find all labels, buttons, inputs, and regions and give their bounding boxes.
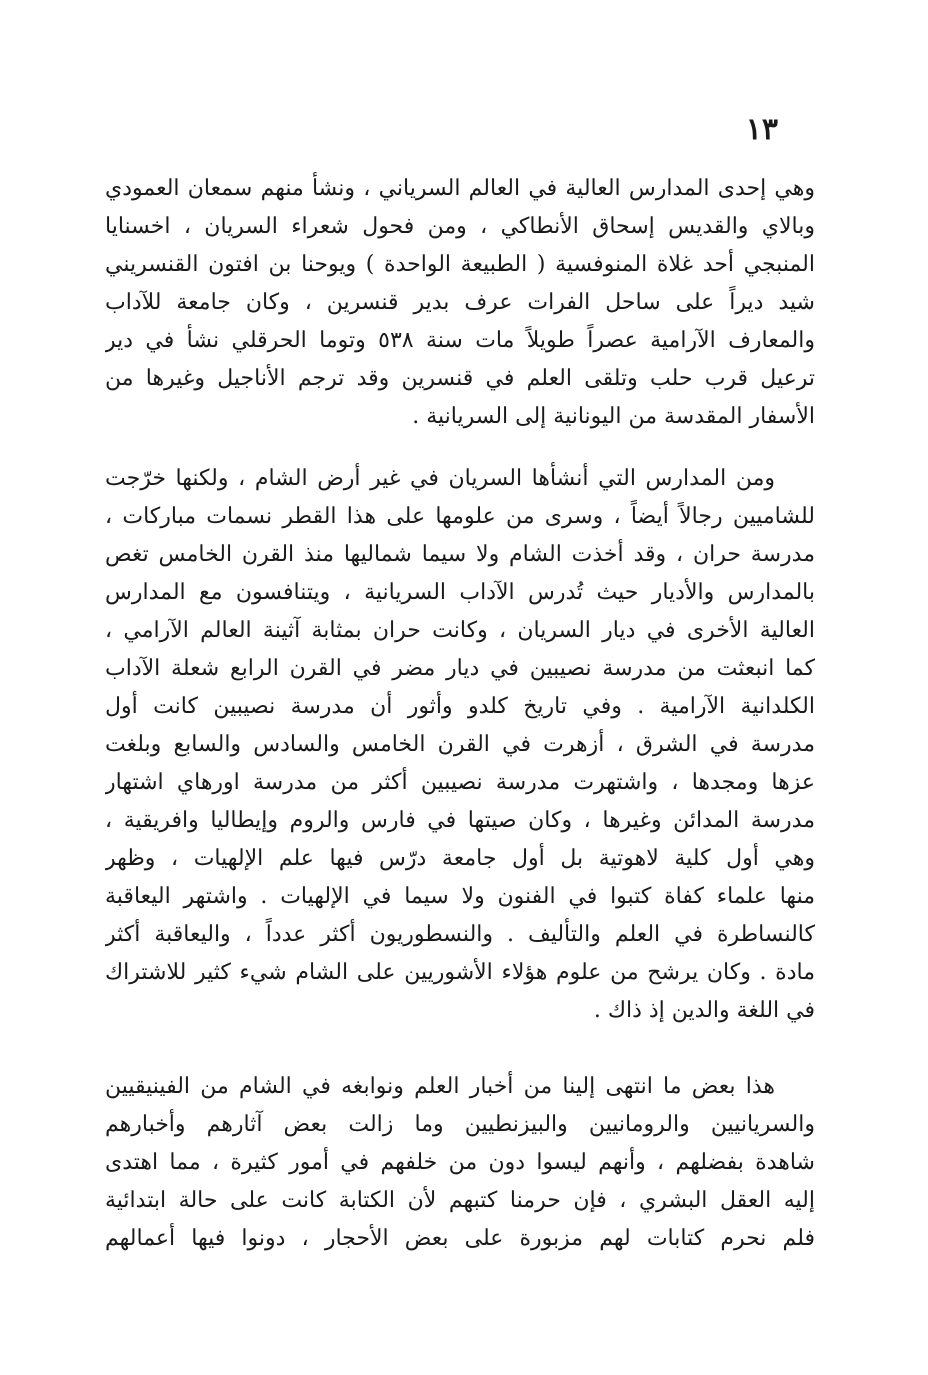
paragraph-3 — [105, 1068, 815, 1258]
text-line: الأسفار المقدسة من اليونانية إلى السريانية . — [412, 404, 815, 429]
text-line: ترعيل قرب حلب وتلقى العلم في قنسرين وقد ترجم الأناجيل وغيرها من — [105, 366, 815, 391]
text-line: مدرسة حران ، وقد أخذت الشام ولا سيما شماليها منذ القرن الخامس تغص — [105, 542, 815, 567]
text-line: وبالاي والقديس إسحاق الأنطاكي ، ومن فحول شعراء السريان ، اخسنايا — [105, 214, 815, 239]
paragraph-2 — [105, 460, 815, 1030]
text-line: وهي إحدى المدارس العالية في العالم السرياني ، ونشأ منهم سمعان العمودي — [105, 176, 815, 201]
text-line: للشاميين رجالاً أيضاً ، وسرى من علومها على هذا القطر نسمات مباركات ، — [105, 504, 815, 529]
text-line: كما انبعثت من مدرسة نصيبين في ديار مضر في القرن الرابع شعلة الآداب — [105, 656, 815, 681]
text-line: مدرسة في الشرق ، أزهرت في القرن الخامس والسادس والسابع وبلغت — [105, 732, 815, 757]
text-line: بالمدارس والأديار حيث تُدرس الآداب السريانية ، ويتنافسون مع المدارس — [105, 580, 815, 605]
text-line: فلم نحرم كتابات لهم مزبورة على بعض الأحجار ، دونوا فيها أعمالهم — [105, 1226, 815, 1251]
text-line: إليه العقل البشري ، فإن حرمنا كتبهم لأن الكتابة كانت على حالة ابتدائية — [105, 1188, 815, 1213]
text-line: ومن المدارس التي أنشأها السريان في غير أرض الشام ، ولكنها خرّجت — [105, 466, 775, 491]
text-line: مدرسة المدائن وغيرها ، وكان صيتها في فارس والروم وإيطاليا وافريقية ، — [105, 808, 815, 833]
text-line: هذا بعض ما انتهى إلينا من أخبار العلم ونوابغه في الشام من الفينيقيين — [105, 1074, 775, 1099]
text-line: الكلدانية الآرامية . وفي تاريخ كلدو وأثور أن مدرسة نصيبين كانت أول — [105, 694, 815, 719]
text-line: وهي أول كلية لاهوتية بل أول جامعة درّس فيها علم الإلهيات ، وظهر — [105, 846, 815, 871]
text-line: شيد ديراً على ساحل الفرات عرف بدير قنسرين ، وكان جامعة للآداب — [105, 290, 815, 315]
paragraph-1 — [105, 170, 815, 436]
text-line: والمعارف الآرامية عصراً طويلاً مات سنة ٥٣٨ وتوما الحرقلي نشأ في دير — [105, 328, 815, 353]
text-line: كالنساطرة في العلم والتأليف . والنسطوريون أكثر عدداً ، واليعاقبة أكثر — [105, 922, 815, 947]
text-line: شاهدة بفضلهم ، وأنهم ليسوا دون من خلفهم في أمور كثيرة ، مما اهتدى — [105, 1150, 815, 1175]
text-line: منها علماء كفاة كتبوا في الفنون ولا سيما في الإلهيات . واشتهر اليعاقبة — [105, 884, 815, 909]
page-number: ١٣ — [745, 112, 778, 147]
text-line: مادة . وكان يرشح من علوم هؤلاء الأشوريين على الشام شيء كثير للاشتراك — [105, 960, 815, 985]
text-line: عزها ومجدها ، واشتهرت مدرسة نصيبين أكثر من مدرسة اورهاي اشتهار — [105, 770, 815, 795]
text-line: في اللغة والدين إذ ذاك . — [593, 998, 815, 1023]
text-line: العالية الأخرى في ديار السريان ، وكانت حران بمثابة آثينة العالم الآرامي ، — [105, 618, 815, 643]
text-line: والسريانيين والرومانيين والبيزنطيين وما زالت بعض آثارهم وأخبارهم — [105, 1112, 815, 1137]
text-line: المنبجي أحد غلاة المنوفسية ( الطبيعة الواحدة ) ويوحنا بن افتون القنسريني — [105, 252, 815, 277]
